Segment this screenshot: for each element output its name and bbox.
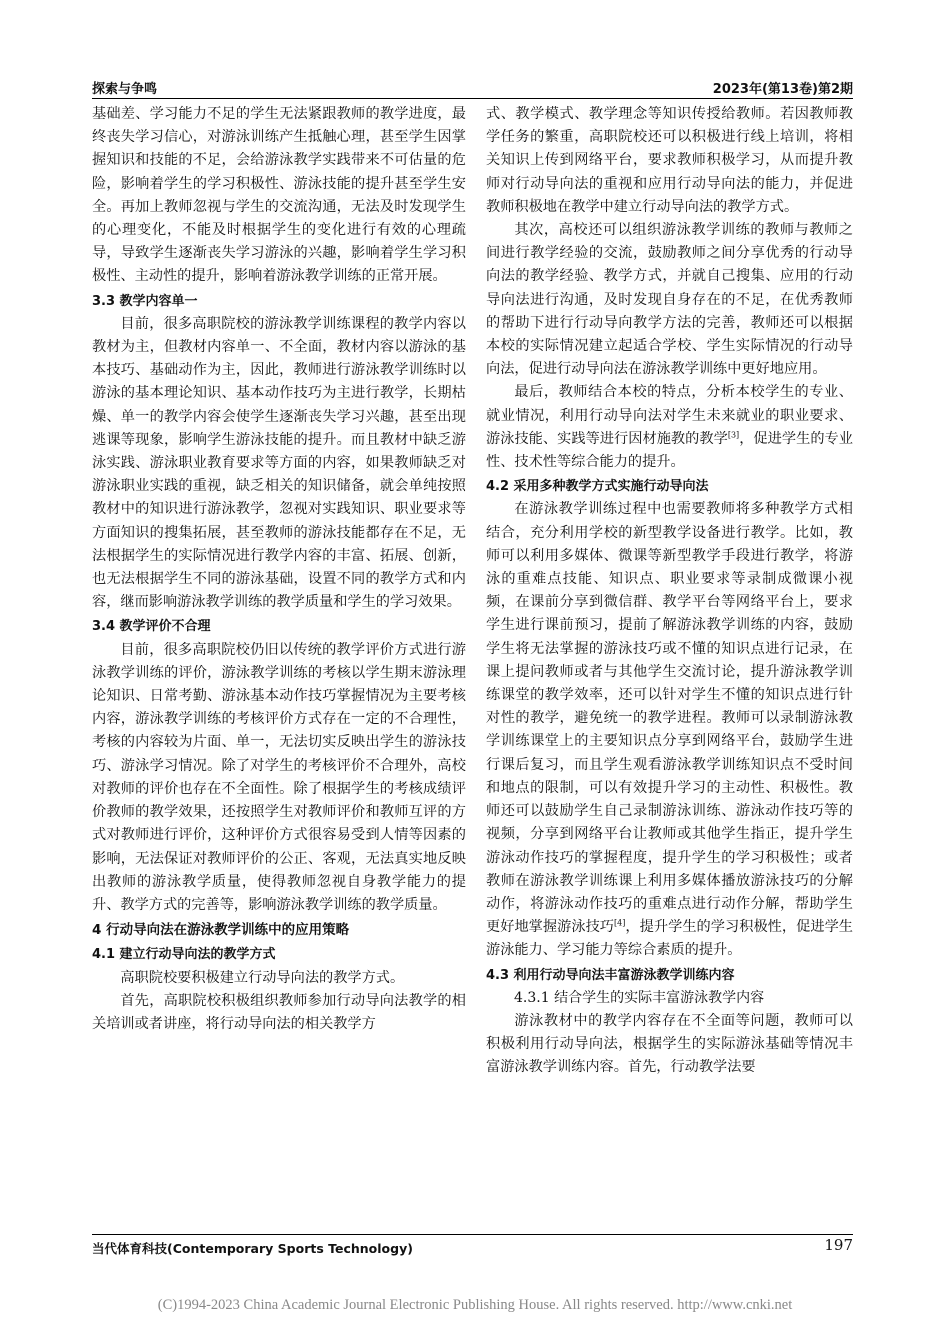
paragraph: 式、教学模式、教学理念等知识传授给教师。若因教师教学任务的繁重，高职院校还可以积极进行线上培训，将相关知识上传到网络平台，要求教师积极学习，从而提升教师对行动导向法的重视和应用行动导向法的能力，并促进教师积极地在教学中建立行动导向法的教学方式。 — [486, 106, 853, 215]
paragraph — [486, 381, 853, 474]
paragraph: 高职院校要积极建立行动导向法的教学方式。 — [120, 969, 405, 986]
left-column — [92, 103, 466, 1036]
paragraph: 其次，高校还可以组织游泳教学训练的教师与教师之间进行教学经验的交流，鼓励教师之间分享优秀的行动导向法的教学经验、教学方式，并就自己搜集、应用的行动导向法进行沟通，及时发现自身存在的不足，在优秀教师的帮助下进行行动导向教学方法的完善，教师还可以根据本校的实际情况建立起适合学校、学生实际情况的行动导向法，促进行动导向法在游泳教学训练中更好地应用。 — [486, 222, 853, 378]
text-run: ，提升学生的学习积极性，促进学生游泳能力、学习能力等综合素质的提升。 — [486, 919, 853, 959]
running-header-journal: 探索与争鸣 — [92, 82, 158, 97]
section-heading-3-4: 3.4 教学评价不合理 — [92, 619, 211, 635]
paragraph: 基础差、学习能力不足的学生无法紧跟教师的教学进度，最终丧失学习信心，对游泳训练产生抵触心理，甚至学生因掌握知识和技能的不足，会给游泳教学实践带来不可估量的危险，影响着学生的学习积极性、游泳技能的提升甚至学生安全。再加上教师忽视与学生的交流沟通，无法及时发现学生的心理变化，不能及时根据学生的变化进行有效的心理疏导，导致学生逐渐丧失学习游泳的兴趣，影响着学生学习积极性、主动性的提升，影响着游泳教学训练的正常开展。 — [92, 106, 466, 285]
paragraph: 目前，很多高职院校的游泳教学训练课程的教学内容以教材为主，但教材内容单一、不全面，教材内容以游泳的基本技巧、基础动作为主，因此，教师进行游泳教学训练时以游泳的基本理论知识、基本动作技巧为主进行教学，长期枯燥、单一的教学内容会使学生逐渐丧失学习兴趣，甚至出现逃课等现象，影响学生游泳技能的提升。而且教材中缺乏游泳实践、游泳职业教育要求等方面的内容，如果教师缺乏对游泳职业实践的重视，缺乏相关的知识储备，就会单纯按照教材中的知识进行游泳教学，忽视对实践知识、职业要求等方面知识的搜集拓展，甚至教师的游泳技能都存在不足，无法根据学生的实际情况进行教学内容的丰富、拓展、创新，也无法根据学生不同的游泳基础，设置不同的教学方式和内容，继而影响游泳教学训练的教学质量和学生的学习效果。 — [92, 315, 466, 611]
section-heading-4: 4 行动导向法在游泳教学训练中的应用策略 — [92, 922, 350, 939]
text-run: ，促进学生的专业性、技术性等综合能力的提升。 — [486, 430, 853, 471]
text-run: 在游泳教学训练过程中也需要教师将多种教学方式相结合，充分利用学校的新型教学设备进行教学。比如，教师可以利用多媒体、微课等新型教学手段进行教学，将游泳的重难点技能、知识点、职业要求等录制成微课小视频，在课前分享到微信群、教学平台等网络平台上，要求学生进行课前预习，提前了解游泳教学训练的内容，鼓励学生将无法掌握的游泳技巧或不懂的知识点进行记录，在课上提问教师或者与其他学生交流讨论，提升游泳教学训练课堂的教学效率，还可以针对学生不懂的知识点进行针对性的教学，避免统一的教学进程。教师可以录制游泳教学训练课堂上的主要知识点分享到网络平台，鼓励学生进行课后复习，而且学生观看游泳教学训练知识点不受时间和地点的限制，可以有效提升学习的主动性、积极性。教师还可以鼓励学生自己录制游泳训练、游泳动作技巧等的视频，分享到网络平台让教师或其他学生指正，提升学生游泳动作技巧的掌握程度，提升学生的学习积极性；或者教师在游泳教学训练课上利用多媒体播放游泳技巧的分解动作，将游泳动作技巧的重难点进行动作分解，帮助学生更好地掌握游泳技巧 — [486, 501, 853, 936]
footer-journal: 当代体育科技(Contemporary Sports Technology) — [92, 1241, 413, 1256]
right-column — [486, 103, 853, 1080]
citation-ref: [3] — [727, 430, 740, 440]
section-heading-4-3: 4.3 利用行动导向法丰富游泳教学训练内容 — [486, 967, 735, 983]
subsection-heading-4-3-1: 4.3.1 结合学生的实际丰富游泳教学内容 — [514, 989, 765, 1006]
header-rule — [92, 98, 853, 99]
paragraph: 首先，高职院校积极组织教师参加行动导向法教学的相关培训或者讲座，将行动导向法的相关教学方 — [92, 992, 466, 1032]
text-run: 最后，教师结合本校的特点，分析本校学生的专业、就业情况，利用行动导向法对学生未来就业的职业要求、游泳技能、实践等进行因材施教的教学 — [486, 384, 853, 447]
footer-rule — [92, 1234, 853, 1235]
copyright-watermark: (C)1994-2023 China Academic Journal Electronic Publishing House. All rights reserved. http://www.cnki.net — [157, 1297, 793, 1313]
section-heading-3-3: 3.3 教学内容单一 — [92, 293, 198, 309]
paragraph: 目前，很多高职院校仍旧以传统的教学评价方式进行游泳教学训练的评价，游泳教学训练的考核以学生期末游泳理论知识、日常考勤、游泳基本动作技巧掌握情况为主要考核内容，游泳教学训练的考核评价方式存在一定的不合理性，考核的内容较为片面、单一，无法切实反映出学生的游泳技巧、游泳学习情况。除了对学生的考核评价不合理外，高校对教师的评价也存在不全面性。除了根据学生的考核成绩评价教师的教学效果，还按照学生对教师评价和教师互评的方式对教师进行评价，这种评价方式很容易受到人情等因素的影响，无法保证对教师评价的公正、客观，无法真实地反映出教师的游泳教学质量，使得教师忽视自身教学能力的提升、教学方式的完善等，影响游泳教学训练的教学质量。 — [92, 641, 466, 913]
running-header-issue: 2023年(第13卷)第2期 — [712, 82, 853, 97]
paragraph: 游泳教材中的教学内容存在不全面等问题，教师可以积极利用行动导向法，根据学生的实际游泳基础等情况丰富游泳教学训练内容。首先，行动教学法要 — [486, 1012, 853, 1076]
citation-ref: [4] — [614, 918, 626, 928]
page-number: 197 — [824, 1236, 853, 1254]
paragraph — [486, 498, 853, 962]
section-heading-4-2: 4.2 采用多种教学方式实施行动导向法 — [486, 479, 709, 495]
section-heading-4-1: 4.1 建立行动导向法的教学方式 — [92, 947, 276, 963]
